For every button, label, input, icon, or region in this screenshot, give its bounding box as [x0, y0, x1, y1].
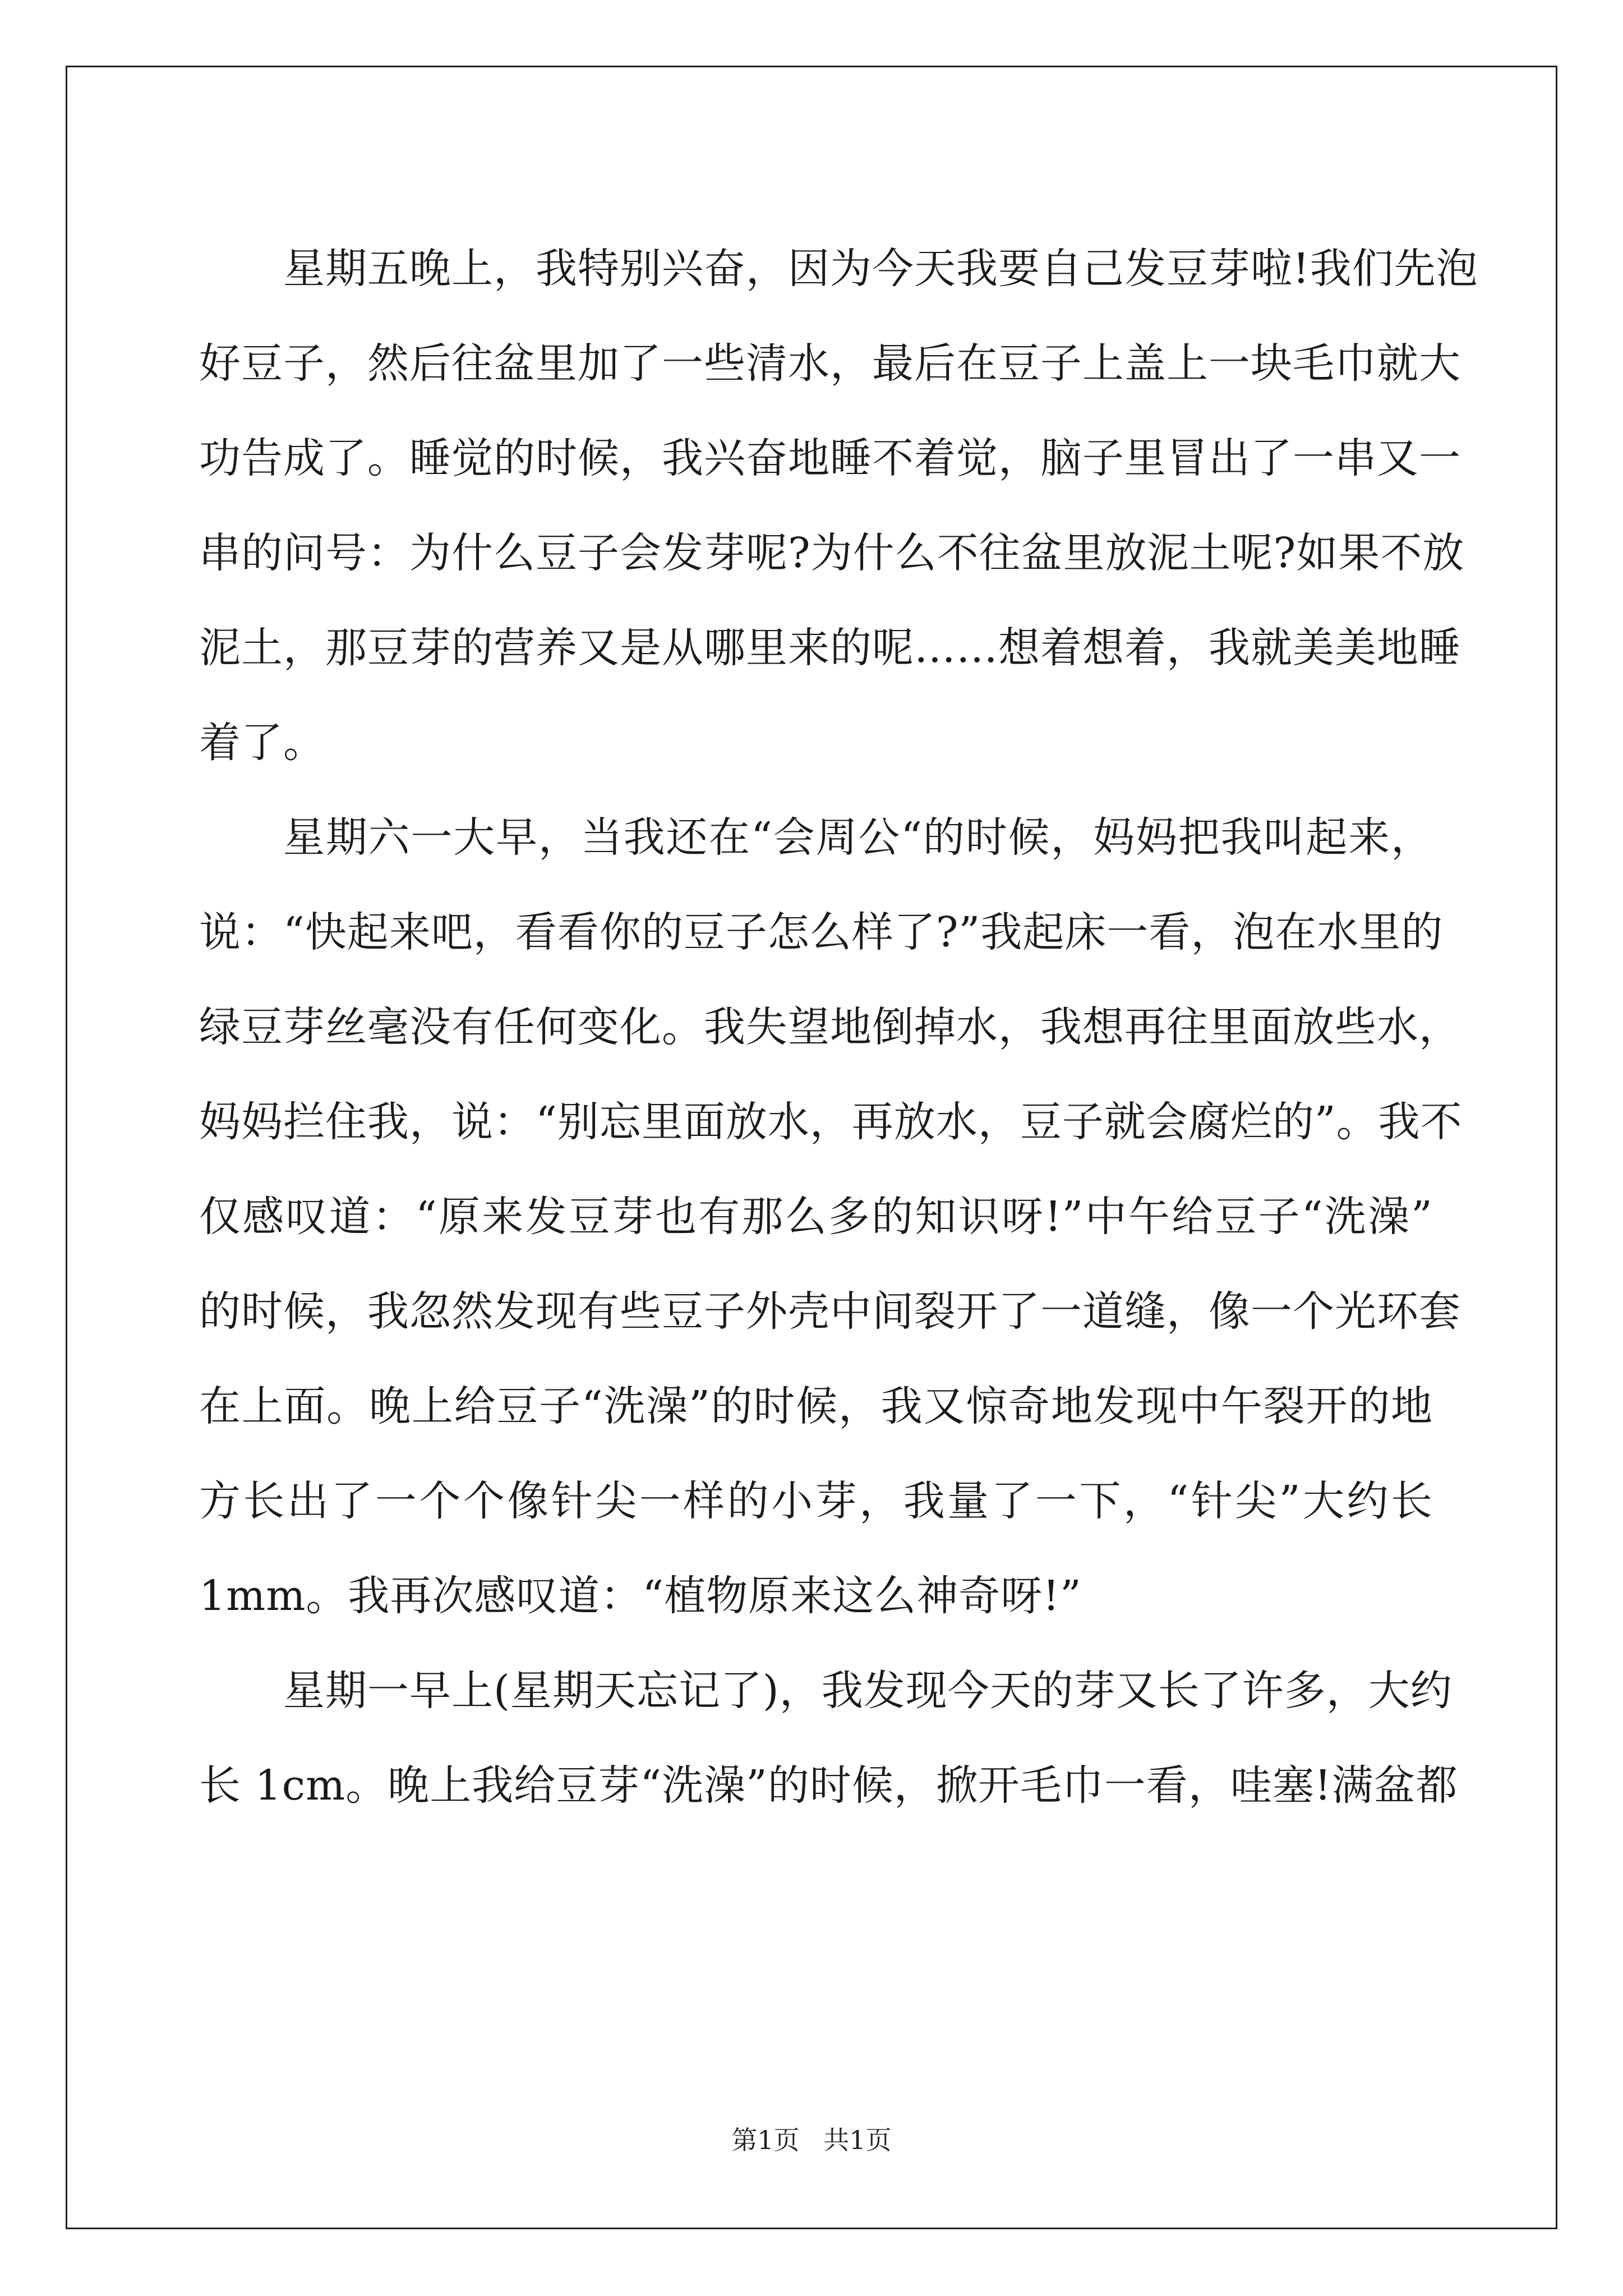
text-line: 星期五晚上，我特别兴奋，因为今天我要自己发豆芽啦!我们先泡 [283, 245, 1478, 293]
document-body [199, 222, 1478, 1833]
text-line: 绿豆芽丝毫没有任何变化。我失望地倒掉水，我想再往里面放些水， [199, 1003, 1461, 1051]
text-line: 在上面。晚上给豆子“洗澡”的时候，我又惊奇地发现中午裂开的地 [199, 1382, 1433, 1430]
text-line: 方长出了一个个像针尖一样的小芽，我量了一下，“针尖”大约长 [199, 1477, 1433, 1525]
text-line: 仅感叹道：“原来发豆芽也有那么多的知识呀!”中午给豆子“洗澡” [199, 1193, 1433, 1241]
text-line: 的时候，我忽然发现有些豆子外壳中间裂开了一道缝，像一个光环套 [199, 1287, 1461, 1336]
page-total: 共1页 [823, 2125, 892, 2155]
text-line: 泥土，那豆芽的营养又是从哪里来的呢……想着想着，我就美美地睡 [199, 624, 1461, 672]
page-footer [0, 2123, 1623, 2157]
text-line: 功告成了。睡觉的时候，我兴奋地睡不着觉，脑子里冒出了一串又一 [199, 434, 1461, 482]
text-line: 1mm。我再次感叹道：“植物原来这么神奇呀!” [199, 1572, 1082, 1620]
text-line: 说：“快起来吧，看看你的豆子怎么样了?”我起床一看，泡在水里的 [199, 908, 1444, 956]
text-line: 妈妈拦住我，说：“别忘里面放水，再放水，豆子就会腐烂的”。我不 [199, 1098, 1463, 1146]
text-line: 好豆子，然后往盆里加了一些清水，最后在豆子上盖上一块毛巾就大 [199, 339, 1461, 388]
text-line: 串的问号：为什么豆子会发芽呢?为什么不往盆里放泥土呢?如果不放 [199, 529, 1465, 577]
text-line: 星期一早上(星期天忘记了)，我发现今天的芽又长了许多，大约 [283, 1667, 1453, 1715]
page-number: 第1页 [731, 2125, 800, 2155]
text-line: 星期六一大早，当我还在“会周公“的时候，妈妈把我叫起来， [283, 813, 1433, 862]
text-line: 着了。 [199, 719, 325, 767]
text-line: 长 1cm。晚上我给豆芽“洗澡”的时候，掀开毛巾一看，哇塞!满盆都 [199, 1761, 1458, 1810]
